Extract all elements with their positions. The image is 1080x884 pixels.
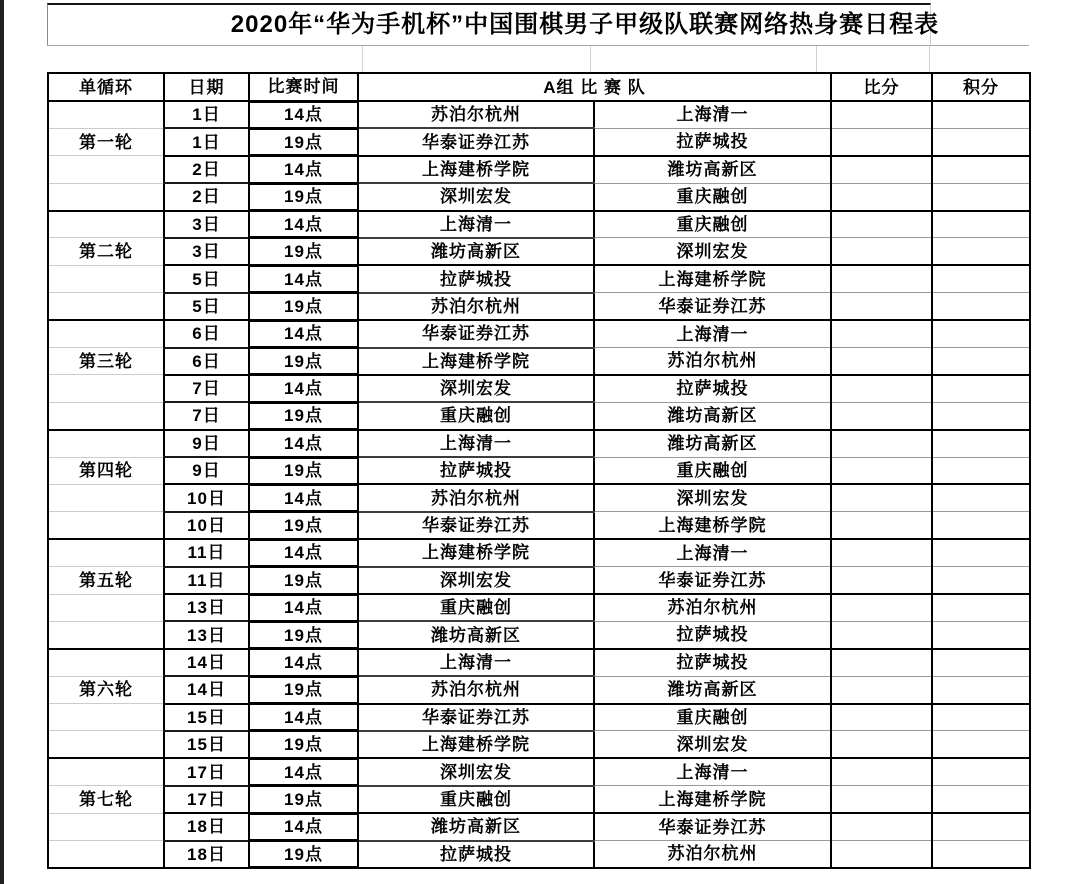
time-cell: 19点 [249, 348, 358, 375]
home-team-cell: 潍坊高新区 [358, 238, 594, 265]
away-team-cell: 潍坊高新区 [594, 402, 831, 429]
round-label-cell: 第三轮 [48, 348, 164, 375]
away-team-cell: 拉萨城投 [594, 621, 831, 648]
round-cell [48, 594, 164, 621]
match-row [48, 238, 1030, 265]
page-title: 2020年“华为手机杯”中国围棋男子甲级队联赛网络热身赛日程表 [230, 11, 940, 38]
date-cell: 1日 [164, 101, 249, 128]
away-team-cell: 上海清一 [594, 539, 831, 566]
away-team-cell: 拉萨城投 [594, 128, 831, 155]
away-team-cell: 华泰证券江苏 [594, 293, 831, 320]
points-cell [932, 731, 1030, 758]
round-cell [48, 375, 164, 402]
home-team-cell: 深圳宏发 [358, 567, 594, 594]
round-cell [48, 731, 164, 758]
date-cell: 2日 [164, 156, 249, 183]
home-team-cell: 上海建桥学院 [358, 156, 594, 183]
match-row [48, 375, 1030, 402]
round-label-cell: 第四轮 [48, 457, 164, 484]
score-cell [831, 402, 932, 429]
points-cell [932, 265, 1030, 292]
date-cell: 1日 [164, 128, 249, 155]
points-cell [932, 594, 1030, 621]
date-cell: 10日 [164, 512, 249, 539]
match-row [48, 128, 1030, 155]
date-cell: 13日 [164, 621, 249, 648]
home-team-cell: 苏泊尔杭州 [358, 484, 594, 511]
match-row [48, 101, 1030, 128]
time-cell: 14点 [249, 430, 358, 457]
score-cell [831, 676, 932, 703]
spreadsheet-gridline [590, 46, 591, 72]
away-team-cell: 苏泊尔杭州 [594, 594, 831, 621]
time-cell: 14点 [249, 375, 358, 402]
score-cell [831, 457, 932, 484]
home-team-cell: 重庆融创 [358, 786, 594, 813]
points-cell [932, 621, 1030, 648]
points-cell [932, 101, 1030, 128]
score-cell [831, 758, 932, 785]
header-row [48, 73, 1030, 101]
points-cell [932, 704, 1030, 731]
date-cell: 18日 [164, 841, 249, 868]
home-team-cell: 上海清一 [358, 649, 594, 676]
away-team-cell: 上海建桥学院 [594, 512, 831, 539]
date-cell: 7日 [164, 402, 249, 429]
date-cell: 14日 [164, 676, 249, 703]
time-cell: 14点 [249, 265, 358, 292]
home-team-cell: 华泰证券江苏 [358, 320, 594, 347]
round-cell [48, 320, 164, 347]
round-cell [48, 293, 164, 320]
round-cell [48, 758, 164, 785]
header-date: 日期 [164, 73, 249, 101]
home-team-cell: 重庆融创 [358, 594, 594, 621]
points-cell [932, 238, 1030, 265]
match-row [48, 430, 1030, 457]
date-cell: 6日 [164, 348, 249, 375]
away-team-cell: 重庆融创 [594, 704, 831, 731]
points-cell [932, 293, 1030, 320]
round-label-cell: 第五轮 [48, 567, 164, 594]
score-cell [831, 238, 932, 265]
home-team-cell: 拉萨城投 [358, 457, 594, 484]
date-cell: 9日 [164, 430, 249, 457]
score-cell [831, 375, 932, 402]
date-cell: 14日 [164, 649, 249, 676]
home-team-cell: 拉萨城投 [358, 841, 594, 868]
time-cell: 19点 [249, 731, 358, 758]
date-cell: 9日 [164, 457, 249, 484]
date-cell: 3日 [164, 238, 249, 265]
date-cell: 10日 [164, 484, 249, 511]
home-team-cell: 上海建桥学院 [358, 348, 594, 375]
points-cell [932, 539, 1030, 566]
date-cell: 13日 [164, 594, 249, 621]
round-cell [48, 156, 164, 183]
away-team-cell: 重庆融创 [594, 183, 831, 210]
date-cell: 7日 [164, 375, 249, 402]
date-cell: 6日 [164, 320, 249, 347]
match-row [48, 731, 1030, 758]
match-row [48, 813, 1030, 840]
match-row [48, 457, 1030, 484]
away-team-cell: 上海清一 [594, 758, 831, 785]
away-team-cell: 深圳宏发 [594, 238, 831, 265]
points-cell [932, 758, 1030, 785]
round-cell [48, 484, 164, 511]
points-cell [932, 457, 1030, 484]
points-cell [932, 484, 1030, 511]
round-cell [48, 211, 164, 238]
match-row [48, 567, 1030, 594]
time-cell: 19点 [249, 238, 358, 265]
away-team-cell: 潍坊高新区 [594, 676, 831, 703]
points-cell [932, 320, 1030, 347]
away-team-cell: 潍坊高新区 [594, 156, 831, 183]
home-team-cell: 深圳宏发 [358, 375, 594, 402]
points-cell [932, 567, 1030, 594]
home-team-cell: 拉萨城投 [358, 265, 594, 292]
score-cell [831, 786, 932, 813]
score-cell [831, 156, 932, 183]
date-cell: 15日 [164, 704, 249, 731]
match-row [48, 402, 1030, 429]
round-label-cell: 第二轮 [48, 238, 164, 265]
match-row [48, 211, 1030, 238]
round-cell [48, 841, 164, 868]
away-team-cell: 上海建桥学院 [594, 786, 831, 813]
home-team-cell: 深圳宏发 [358, 758, 594, 785]
date-cell: 17日 [164, 786, 249, 813]
home-team-cell: 潍坊高新区 [358, 813, 594, 840]
home-team-cell: 苏泊尔杭州 [358, 293, 594, 320]
time-cell: 14点 [249, 649, 358, 676]
away-team-cell: 华泰证券江苏 [594, 567, 831, 594]
schedule-table [47, 72, 1031, 869]
points-cell [932, 430, 1030, 457]
match-row [48, 293, 1030, 320]
spreadsheet-gridline [362, 46, 363, 72]
header-points: 积分 [932, 73, 1030, 101]
home-team-cell: 重庆融创 [358, 402, 594, 429]
away-team-cell: 苏泊尔杭州 [594, 348, 831, 375]
away-team-cell: 重庆融创 [594, 211, 831, 238]
date-cell: 17日 [164, 758, 249, 785]
score-cell [831, 594, 932, 621]
time-cell: 14点 [249, 704, 358, 731]
match-row [48, 156, 1030, 183]
date-cell: 2日 [164, 183, 249, 210]
round-cell [48, 649, 164, 676]
home-team-cell: 上海建桥学院 [358, 539, 594, 566]
points-cell [932, 676, 1030, 703]
date-cell: 3日 [164, 211, 249, 238]
match-row [48, 320, 1030, 347]
points-cell [932, 211, 1030, 238]
match-row [48, 512, 1030, 539]
score-cell [831, 101, 932, 128]
round-cell [48, 265, 164, 292]
score-cell [831, 211, 932, 238]
home-team-cell: 上海建桥学院 [358, 731, 594, 758]
round-cell [48, 512, 164, 539]
round-label-cell: 第六轮 [48, 676, 164, 703]
time-cell: 14点 [249, 101, 358, 128]
header-teams: A组 比 赛 队 [358, 73, 831, 101]
match-row [48, 594, 1030, 621]
time-cell: 19点 [249, 457, 358, 484]
away-team-cell: 潍坊高新区 [594, 430, 831, 457]
score-cell [831, 348, 932, 375]
home-team-cell: 深圳宏发 [358, 183, 594, 210]
spreadsheet-gridline [816, 46, 817, 72]
points-cell [932, 649, 1030, 676]
round-cell [48, 621, 164, 648]
away-team-cell: 深圳宏发 [594, 484, 831, 511]
header-score: 比分 [831, 73, 932, 101]
time-cell: 19点 [249, 402, 358, 429]
points-cell [932, 183, 1030, 210]
round-cell [48, 101, 164, 128]
points-cell [932, 128, 1030, 155]
time-cell: 19点 [249, 786, 358, 813]
match-row [48, 539, 1030, 566]
away-team-cell: 上海清一 [594, 101, 831, 128]
points-cell [932, 348, 1030, 375]
points-cell [932, 786, 1030, 813]
round-cell [48, 402, 164, 429]
score-cell [831, 128, 932, 155]
header-round: 单循环 [48, 73, 164, 101]
time-cell: 14点 [249, 211, 358, 238]
away-team-cell: 华泰证券江苏 [594, 813, 831, 840]
round-label-cell: 第一轮 [48, 128, 164, 155]
home-team-cell: 苏泊尔杭州 [358, 101, 594, 128]
round-cell [48, 183, 164, 210]
home-team-cell: 上海清一 [358, 430, 594, 457]
match-row [48, 621, 1030, 648]
time-cell: 14点 [249, 539, 358, 566]
time-cell: 19点 [249, 621, 358, 648]
score-cell [831, 183, 932, 210]
score-cell [831, 813, 932, 840]
round-cell [48, 539, 164, 566]
score-cell [831, 841, 932, 868]
away-team-cell: 上海建桥学院 [594, 265, 831, 292]
away-team-cell: 苏泊尔杭州 [594, 841, 831, 868]
time-cell: 19点 [249, 128, 358, 155]
points-cell [932, 156, 1030, 183]
score-cell [831, 731, 932, 758]
match-row [48, 758, 1030, 785]
header-time: 比赛时间 [249, 73, 358, 101]
score-cell [831, 539, 932, 566]
match-row [48, 841, 1030, 868]
title-row-gridline [47, 45, 1029, 46]
score-cell [831, 567, 932, 594]
match-row [48, 183, 1030, 210]
match-row [48, 265, 1030, 292]
time-cell: 19点 [249, 512, 358, 539]
time-cell: 19点 [249, 676, 358, 703]
round-cell [48, 704, 164, 731]
home-team-cell: 华泰证券江苏 [358, 512, 594, 539]
score-cell [831, 320, 932, 347]
points-cell [932, 813, 1030, 840]
time-cell: 14点 [249, 156, 358, 183]
round-cell [48, 813, 164, 840]
points-cell [932, 375, 1030, 402]
home-team-cell: 华泰证券江苏 [358, 704, 594, 731]
score-cell [831, 621, 932, 648]
round-cell [48, 430, 164, 457]
points-cell [932, 512, 1030, 539]
match-row [48, 484, 1030, 511]
score-cell [831, 649, 932, 676]
date-cell: 5日 [164, 265, 249, 292]
time-cell: 19点 [249, 567, 358, 594]
score-cell [831, 265, 932, 292]
home-team-cell: 上海清一 [358, 211, 594, 238]
match-row [48, 786, 1030, 813]
date-cell: 11日 [164, 539, 249, 566]
time-cell: 14点 [249, 813, 358, 840]
time-cell: 14点 [249, 594, 358, 621]
time-cell: 19点 [249, 841, 358, 868]
date-cell: 11日 [164, 567, 249, 594]
home-team-cell: 苏泊尔杭州 [358, 676, 594, 703]
date-cell: 18日 [164, 813, 249, 840]
points-cell [932, 841, 1030, 868]
time-cell: 19点 [249, 293, 358, 320]
home-team-cell: 华泰证券江苏 [358, 128, 594, 155]
away-team-cell: 拉萨城投 [594, 649, 831, 676]
spreadsheet-gridline [929, 46, 930, 72]
match-row [48, 676, 1030, 703]
points-cell [932, 402, 1030, 429]
window-edge-bar [0, 0, 4, 884]
match-row [48, 704, 1030, 731]
score-cell [831, 484, 932, 511]
time-cell: 14点 [249, 484, 358, 511]
match-row [48, 348, 1030, 375]
home-team-cell: 潍坊高新区 [358, 621, 594, 648]
round-label-cell: 第七轮 [48, 786, 164, 813]
away-team-cell: 上海清一 [594, 320, 831, 347]
away-team-cell: 拉萨城投 [594, 375, 831, 402]
time-cell: 14点 [249, 320, 358, 347]
away-team-cell: 重庆融创 [594, 457, 831, 484]
score-cell [831, 293, 932, 320]
date-cell: 5日 [164, 293, 249, 320]
match-row [48, 649, 1030, 676]
away-team-cell: 深圳宏发 [594, 731, 831, 758]
score-cell [831, 430, 932, 457]
date-cell: 15日 [164, 731, 249, 758]
time-cell: 14点 [249, 758, 358, 785]
score-cell [831, 512, 932, 539]
score-cell [831, 704, 932, 731]
time-cell: 19点 [249, 183, 358, 210]
